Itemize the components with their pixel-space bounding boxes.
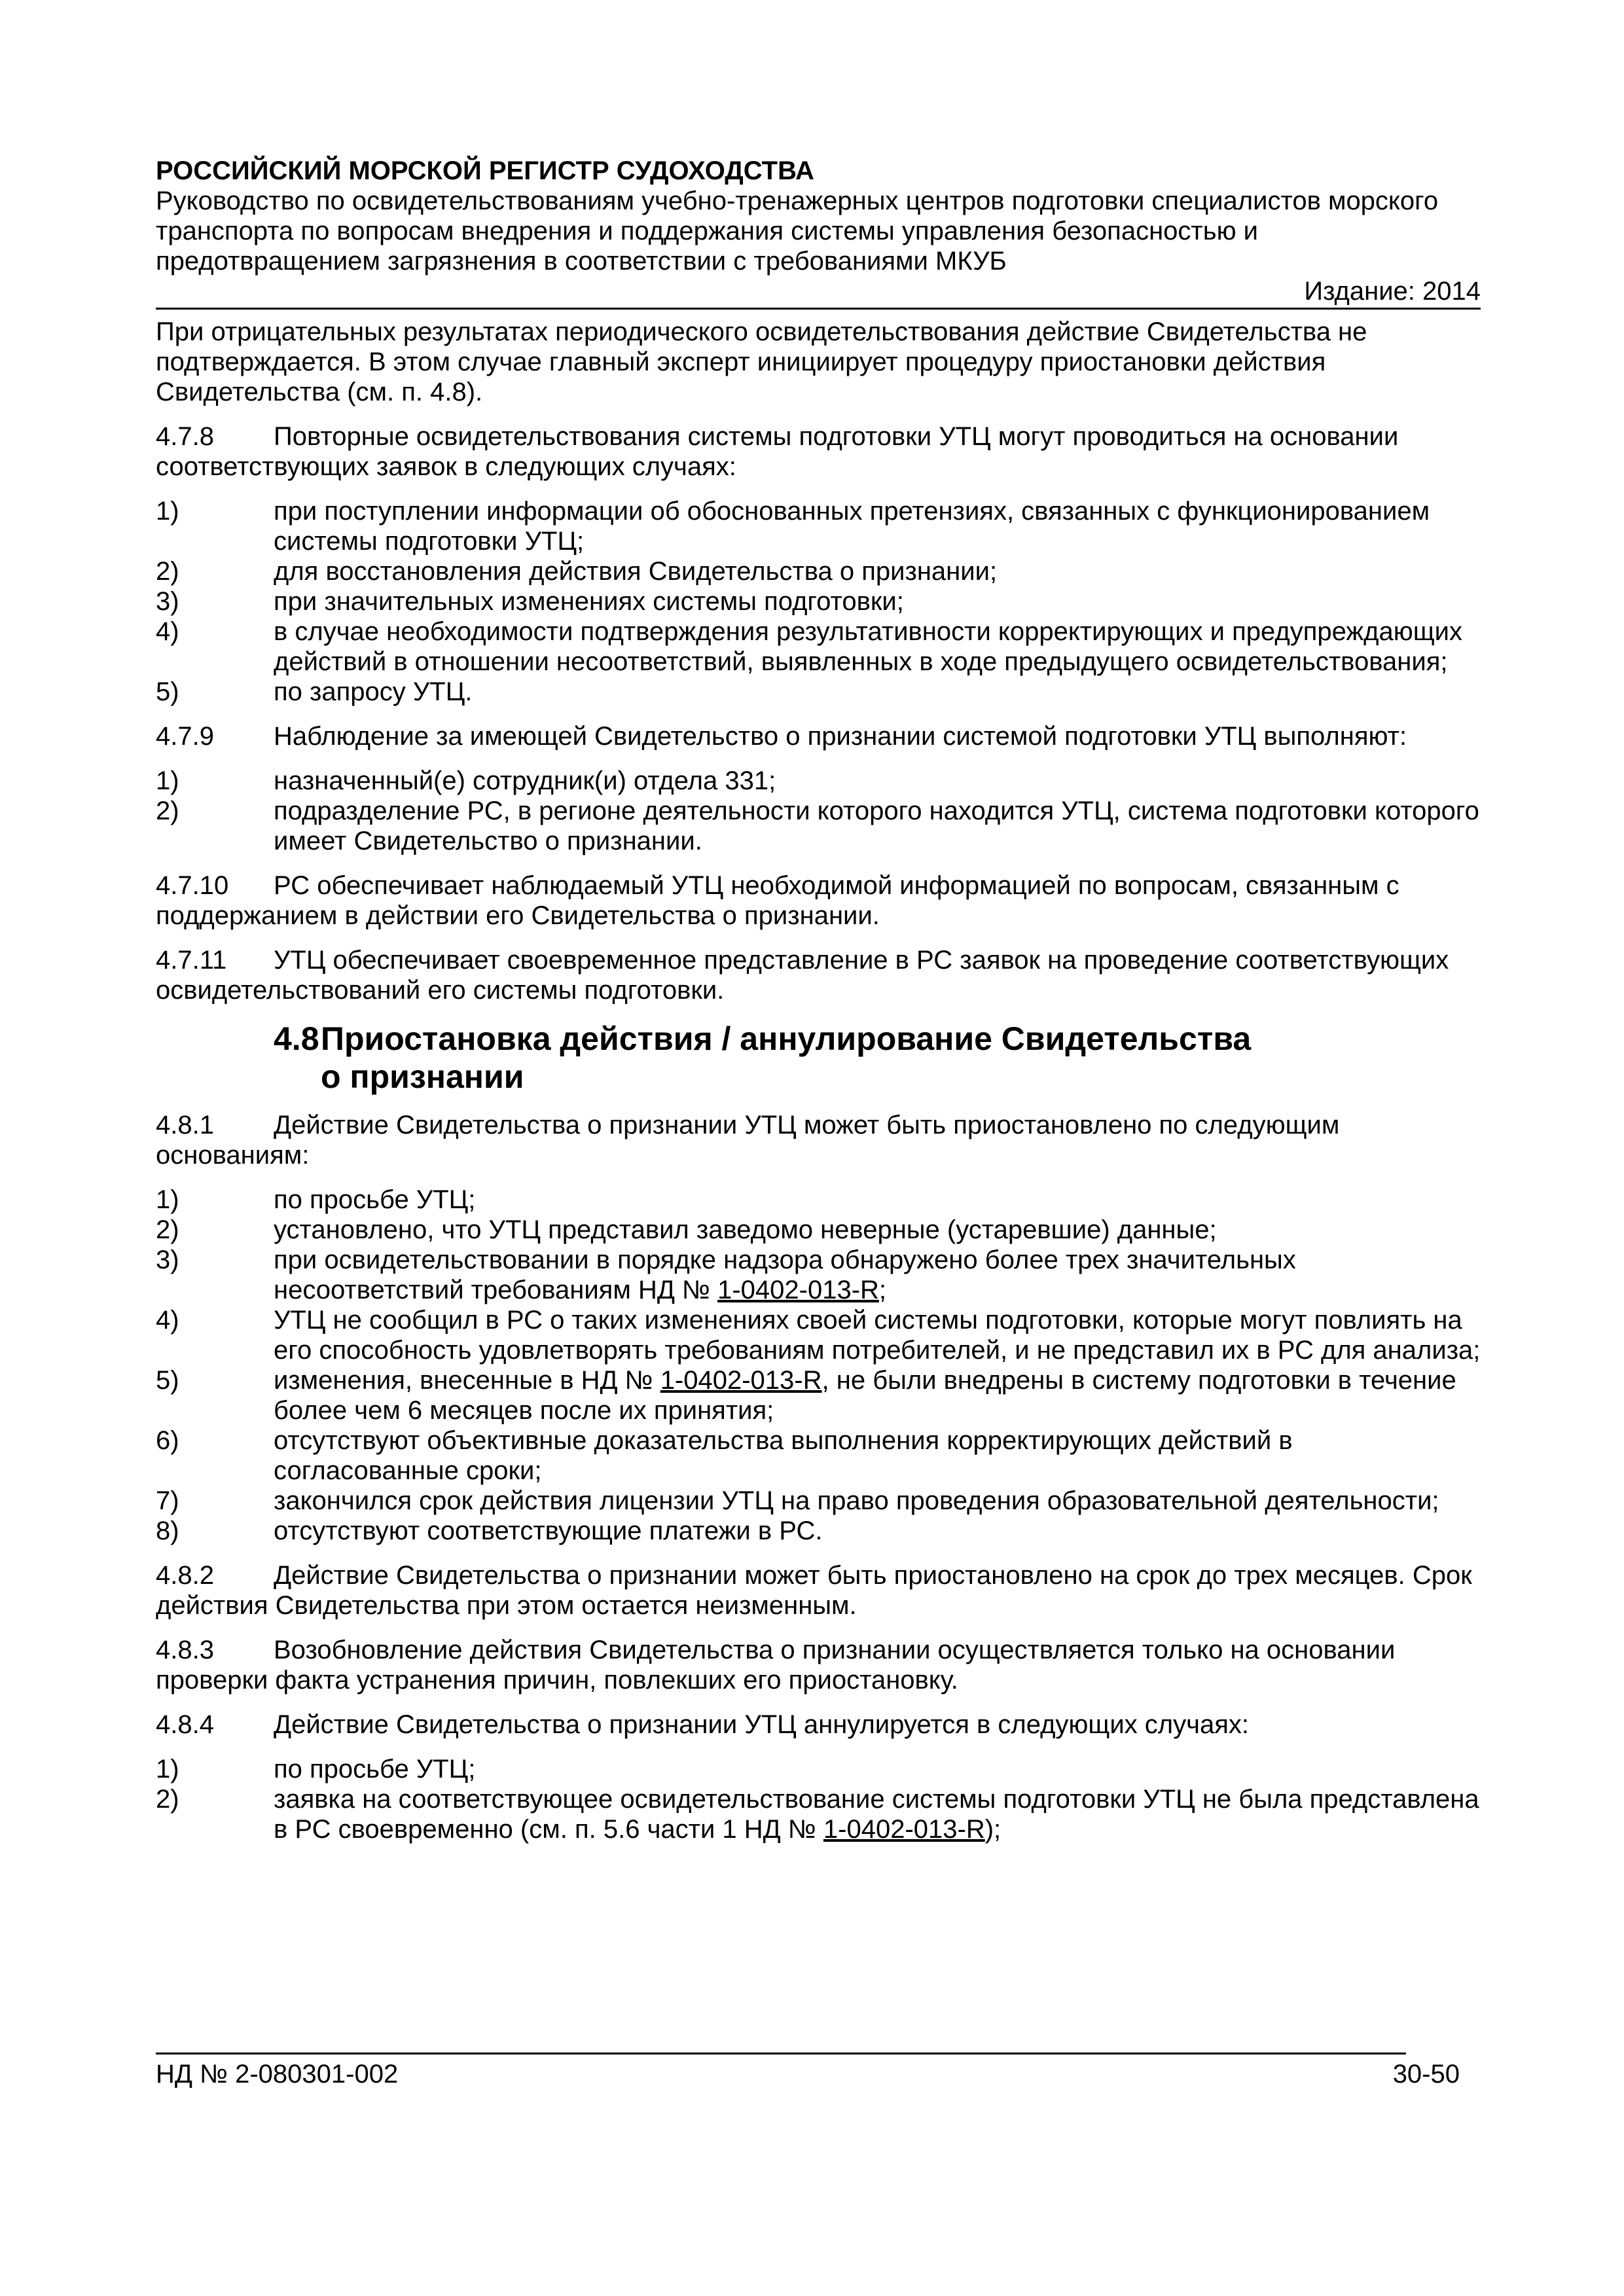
page-number: 30-50 (1392, 2060, 1460, 2089)
list-item (156, 1486, 1481, 1516)
list-item (156, 586, 1481, 617)
clause-number: 4.7.11 (156, 946, 227, 975)
list-item (156, 1754, 1481, 1784)
document-subtitle: Руководство по освидетельствованиям учебно-тренажерных центров подготовки специалистов морского транспорта по вопросам внедрения и поддержания системы управления безопасностью и предотвращением загрязнения в соответствии с требованиями МКУБ (156, 187, 1439, 276)
list-item (156, 1305, 1481, 1365)
clause-number: 4.7.8 (156, 422, 214, 451)
list-item-number: 1) (156, 497, 179, 526)
page-header (156, 156, 1481, 310)
list-item-number: 5) (156, 1366, 179, 1395)
list-item-text-part: , не были внедрены в систему подготовки в течение более чем 6 месяцев после их принятия; (274, 1366, 1456, 1425)
list-item (156, 556, 1481, 586)
list-item-number: 6) (156, 1426, 179, 1455)
document-number: НД № 2-080301-002 (156, 2060, 399, 2089)
list-item-number: 2) (156, 1215, 179, 1244)
list-item-text-part: заявка на соответствующее освидетельствование системы подготовки УТЦ не была представлена в РС своевременно (см. п. 5.6 части 1 НД № (274, 1785, 1479, 1844)
list-item-text-part: ; (878, 1276, 887, 1304)
list-item-text: при значительных изменениях системы подготовки; (274, 587, 904, 616)
list-item (156, 766, 1481, 796)
footer-divider (156, 2053, 1406, 2054)
list-item (156, 1365, 1481, 1426)
list-item-number: 5) (156, 677, 179, 706)
list-item (156, 796, 1481, 856)
list-item-text: для восстановления действия Свидетельства о признании; (274, 557, 998, 586)
organization-title: РОССИЙСКИЙ МОРСКОЙ РЕГИСТР СУДОХОДСТВА (156, 156, 814, 185)
page-footer (156, 2059, 1460, 2089)
list-item-text: по запросу УТЦ. (274, 677, 473, 706)
document-link[interactable]: 1-0402-013-R (660, 1366, 822, 1395)
clause-text: Возобновление действия Свидетельства о признании осуществляется только на основании проверки факта устранения причин, повлекших его приостановку. (156, 1636, 1396, 1695)
list-item-number: 1) (156, 1185, 179, 1214)
list-item-text: по просьбе УТЦ; (274, 1755, 476, 1784)
clause-text: РС обеспечивает наблюдаемый УТЦ необходимой информацией по вопросам, связанным с поддержанием в действии его Свидетельства о признании. (156, 871, 1399, 930)
list-item-text (274, 1784, 1481, 1844)
clause-number: 4.8.4 (156, 1710, 214, 1739)
list-item (156, 617, 1481, 677)
clause-text: Действие Свидетельства о признании УТЦ аннулируется в следующих случаях: (274, 1710, 1249, 1739)
section-title-line1: Приостановка действия / аннулирование Свидетельства (321, 1020, 1252, 1057)
clause-number: 4.7.10 (156, 871, 229, 900)
list-item-text: установлено, что УТЦ представил заведомо неверные (устаревшие) данные; (274, 1215, 1217, 1244)
clause-text: Повторные освидетельствования системы подготовки УТЦ могут проводиться на основании соответствующих заявок в следующих случаях: (156, 422, 1399, 481)
section-title-line2: о признании (321, 1058, 524, 1095)
clause-4-8-1 (156, 1110, 1481, 1170)
list-item-text: отсутствуют соответствующие платежи в РС. (274, 1516, 823, 1545)
list-item-text (274, 1245, 1481, 1305)
list-item-number: 1) (156, 766, 179, 795)
edition-label: Издание: 2014 (1304, 277, 1481, 306)
document-link[interactable]: 1-0402-013-R (823, 1815, 985, 1844)
list-item (156, 677, 1481, 707)
clause-number: 4.8.1 (156, 1111, 214, 1139)
list-item-number: 1) (156, 1755, 179, 1784)
list-item (156, 1215, 1481, 1245)
clause-text: Действие Свидетельства о признании УТЦ может быть приостановлено по следующим основаниям: (156, 1111, 1340, 1170)
list-item-text: при поступлении информации об обоснованных претензиях, связанных с функционированием системы подготовки УТЦ; (274, 497, 1430, 556)
clause-4-8-4 (156, 1710, 1481, 1740)
list-item-text-part: ); (984, 1815, 1001, 1844)
list-item (156, 1516, 1481, 1546)
clause-number: 4.7.9 (156, 722, 214, 751)
list-item-text: УТЦ не сообщил в РС о таких изменениях своей системы подготовки, которые могут повлиять на его способность удовлетворять требованиям потребителей, и не представил их в РС для анализа; (274, 1306, 1481, 1365)
section-number: 4.8 (274, 1020, 319, 1057)
list-item-number: 7) (156, 1486, 179, 1515)
list-item-text-part: при освидетельствовании в порядке надзора обнаружено более трех значительных несоответствий требованиям НД № (274, 1246, 1296, 1304)
list-item-text-part: изменения, внесенные в НД № (274, 1366, 660, 1395)
clause-text: Действие Свидетельства о признании может быть приостановлено на срок до трех месяцев. Срок действия Свидетельства при этом остается неизменным. (156, 1561, 1472, 1620)
list-item-text (274, 1365, 1481, 1426)
list-item-number: 4) (156, 617, 179, 646)
list-item-text: по просьбе УТЦ; (274, 1185, 476, 1214)
clause-4-7-11 (156, 945, 1481, 1005)
list-item-text: назначенный(е) сотрудник(и) отдела 331; (274, 766, 776, 795)
header-divider (156, 308, 1481, 310)
clause-number: 4.8.2 (156, 1561, 214, 1590)
list-item-number: 2) (156, 557, 179, 586)
clause-4-8-2 (156, 1560, 1481, 1621)
clause-4-7-9 (156, 721, 1481, 751)
clause-text: УТЦ обеспечивает своевременное представление в РС заявок на проведение соответствующих освидетельствований его системы подготовки. (156, 946, 1449, 1005)
list-item-text: в случае необходимости подтверждения результативности корректирующих и предупреждающих действий в отношении несоответствий, выявленных в ходе предыдущего освидетельствования; (274, 617, 1462, 676)
list-item-number: 4) (156, 1306, 179, 1335)
list-item-number: 2) (156, 1785, 179, 1814)
clause-number: 4.8.3 (156, 1636, 214, 1664)
list-item-text: подразделение РС, в регионе деятельности которого находится УТЦ, система подготовки которого имеет Свидетельство о признании. (274, 797, 1479, 855)
list-item-number: 8) (156, 1516, 179, 1545)
list-item-text: закончился срок действия лицензии УТЦ на право проведения образовательной деятельности; (274, 1486, 1439, 1515)
section-heading-4-8 (274, 1020, 1481, 1096)
list-item (156, 1426, 1481, 1486)
list-item-number: 2) (156, 797, 179, 825)
list-item (156, 1245, 1481, 1305)
list-item-number: 3) (156, 1246, 179, 1274)
document-body (156, 317, 1481, 1859)
clause-4-7-8 (156, 422, 1481, 482)
clause-4-8-3 (156, 1635, 1481, 1695)
list-item (156, 496, 1481, 556)
document-link[interactable]: 1-0402-013-R (717, 1276, 879, 1304)
clause-4-7-10 (156, 870, 1481, 931)
list-4-7-8 (156, 496, 1481, 707)
intro-paragraph: При отрицательных результатах периодического освидетельствования действие Свидетельства не подтверждается. В этом случае главный эксперт инициирует процедуру приостановки действия Свидетельства (см. п. 4.8). (156, 317, 1367, 406)
list-item-number: 3) (156, 587, 179, 616)
list-4-7-9 (156, 766, 1481, 856)
list-item (156, 1784, 1481, 1844)
list-item (156, 1185, 1481, 1215)
list-item-text: отсутствуют объективные доказательства выполнения корректирующих действий в согласованные сроки; (274, 1426, 1293, 1485)
clause-text: Наблюдение за имеющей Свидетельство о признании системой подготовки УТЦ выполняют: (274, 722, 1407, 751)
list-4-8-4 (156, 1754, 1481, 1844)
list-4-8-1 (156, 1185, 1481, 1546)
